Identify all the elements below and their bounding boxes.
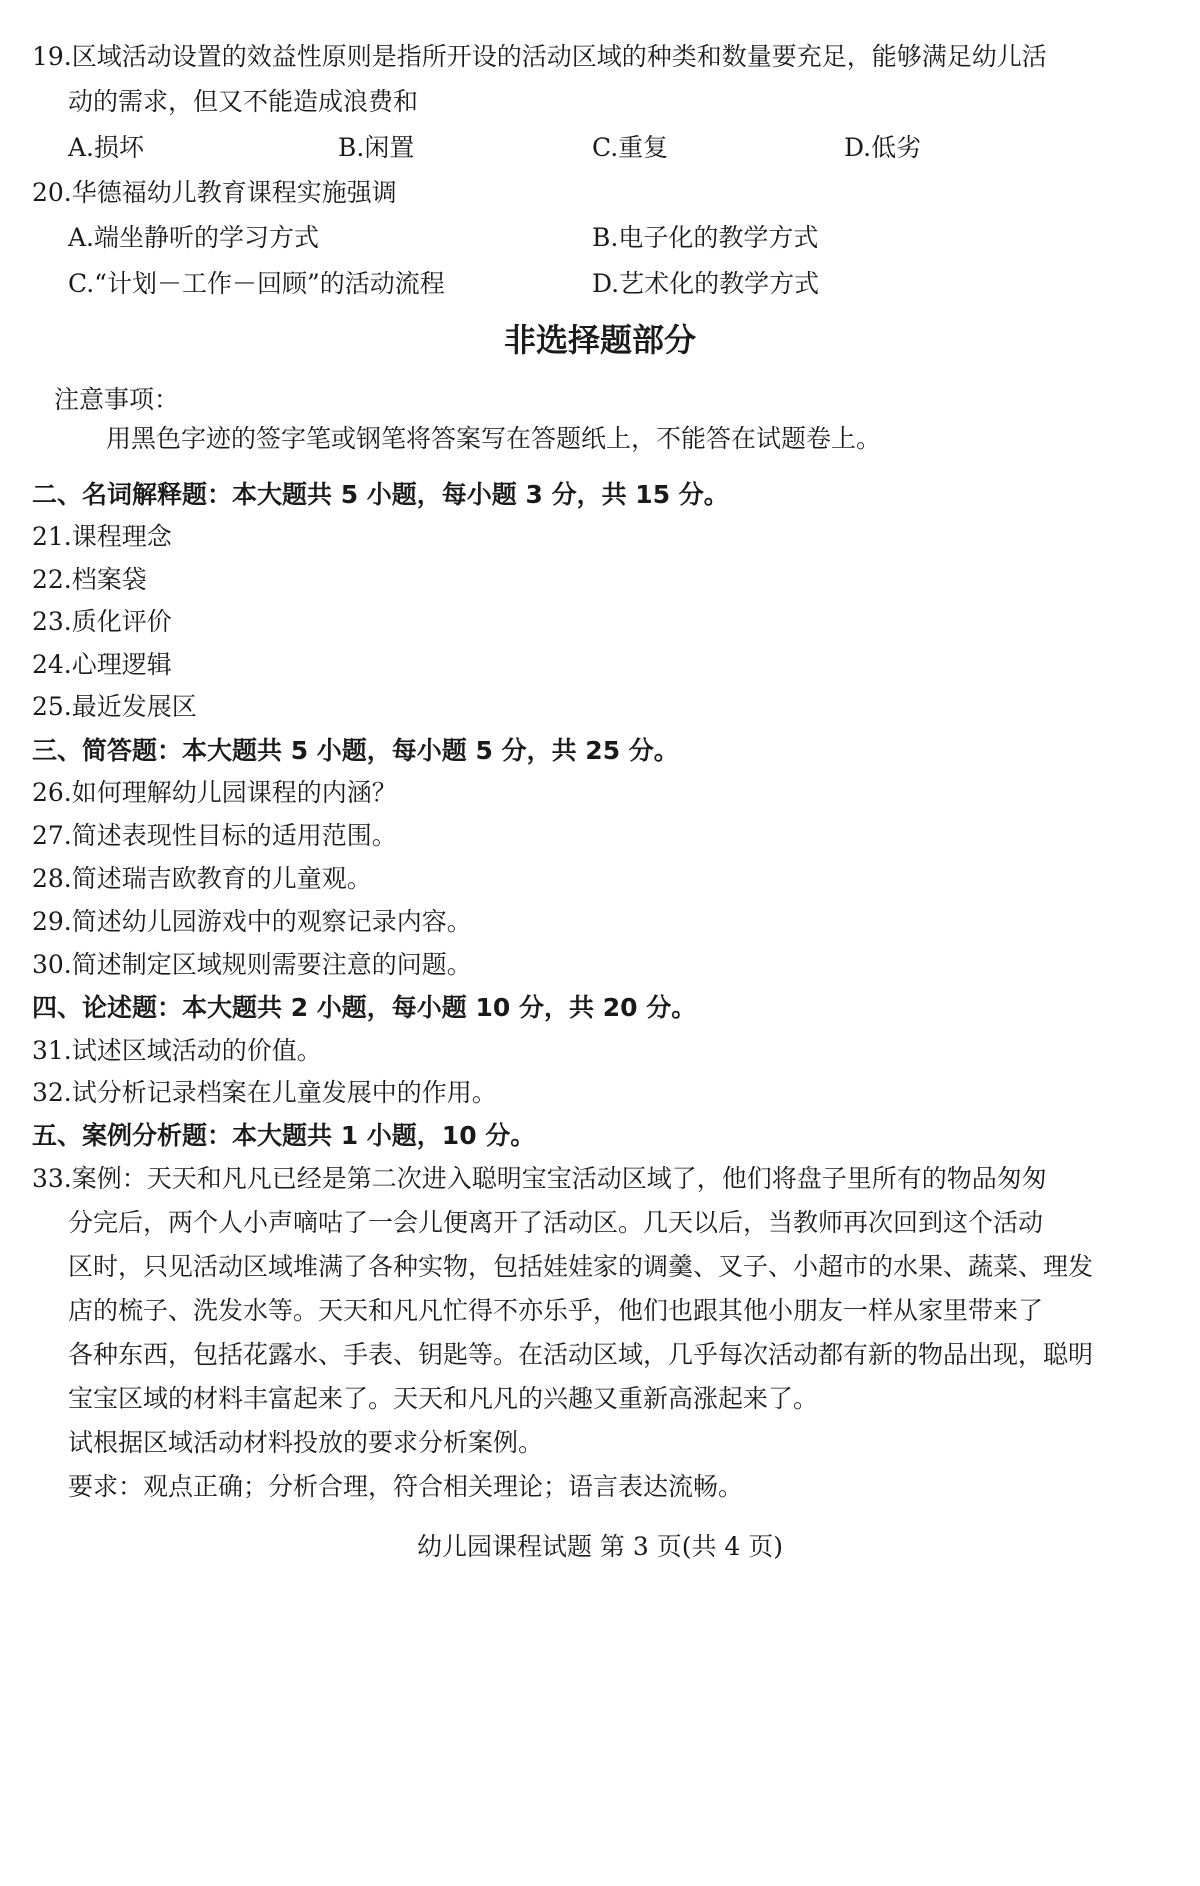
nonchoice-section-title: 非选择题部分 [503, 321, 696, 359]
q20-stem: 20.华德福幼儿教育课程实施强调 [32, 178, 397, 207]
q25: 25.最近发展区 [32, 692, 197, 721]
section5-header: 五、案例分析题：本大题共 1 小题，10 分。 [32, 1121, 536, 1150]
q33-case-line1: 33.案例：天天和凡凡已经是第二次进入聪明宝宝活动区域了，他们将盘子里所有的物品匆匆 [32, 1164, 1047, 1193]
section2-header: 二、名词解释题：本大题共 5 小题，每小题 3 分，共 15 分。 [32, 480, 729, 509]
q20-option-b: B.电子化的教学方式 [592, 223, 819, 252]
q29: 29.简述幼儿园游戏中的观察记录内容。 [32, 907, 472, 936]
q28: 28.简述瑞吉欧教育的儿童观。 [32, 864, 372, 893]
q33-requirement: 要求：观点正确；分析合理，符合相关理论；语言表达流畅。 [68, 1472, 744, 1501]
q23: 23.质化评价 [32, 607, 172, 636]
q33-case-line5: 各种东西，包括花露水、手表、钥匙等。在活动区域，几乎每次活动都有新的物品出现，聪明 [68, 1340, 1094, 1369]
section4-header: 四、论述题：本大题共 2 小题，每小题 10 分，共 20 分。 [32, 993, 697, 1022]
q31: 31.试述区域活动的价值。 [32, 1036, 322, 1065]
q33-case-line3: 区时，只见活动区域堆满了各种实物，包括娃娃家的调羹、叉子、小超市的水果、蔬菜、理发 [68, 1252, 1094, 1281]
q33-case-line2: 分完后，两个人小声嘀咕了一会儿便离开了活动区。几天以后，当教师再次回到这个活动 [68, 1208, 1044, 1237]
q21: 21.课程理念 [32, 522, 172, 551]
q19-option-d: D.低劣 [844, 133, 922, 162]
notice-label: 注意事项： [54, 385, 180, 414]
q33-task: 试根据区域活动材料投放的要求分析案例。 [68, 1428, 544, 1457]
q19-stem-line2: 动的需求，但又不能造成浪费和 [68, 87, 419, 116]
q20-option-a: A.端坐静听的学习方式 [68, 223, 320, 252]
q27: 27.简述表现性目标的适用范围。 [32, 821, 397, 850]
q22: 22.档案袋 [32, 565, 147, 594]
q20-option-d: D.艺术化的教学方式 [592, 269, 820, 298]
q24: 24.心理逻辑 [32, 650, 172, 679]
q32: 32.试分析记录档案在儿童发展中的作用。 [32, 1078, 497, 1107]
section3-header: 三、简答题：本大题共 5 小题，每小题 5 分，共 25 分。 [32, 736, 679, 765]
q30: 30.简述制定区域规则需要注意的问题。 [32, 950, 472, 979]
q33-case-line6: 宝宝区域的材料丰富起来了。天天和凡凡的兴趣又重新高涨起来了。 [68, 1384, 819, 1413]
q19-option-a: A.损坏 [68, 133, 145, 162]
page-footer: 幼儿园课程试题 第 3 页(共 4 页) [416, 1532, 784, 1561]
q19-stem-line1: 19.区域活动设置的效益性原则是指所开设的活动区域的种类和数量要充足，能够满足幼儿活 [32, 42, 1047, 71]
q26: 26.如何理解幼儿园课程的内涵？ [32, 778, 397, 807]
q20-option-c: C.“计划－工作－回顾”的活动流程 [68, 269, 445, 298]
q19-option-c: C.重复 [592, 133, 669, 162]
q33-case-line4: 店的梳子、洗发水等。天天和凡凡忙得不亦乐乎，他们也跟其他小朋友一样从家里带来了 [68, 1296, 1044, 1325]
q19-option-b: B.闲置 [338, 133, 415, 162]
notice-text: 用黑色字迹的签字笔或钢笔将答案写在答题纸上，不能答在试题卷上。 [106, 424, 882, 453]
